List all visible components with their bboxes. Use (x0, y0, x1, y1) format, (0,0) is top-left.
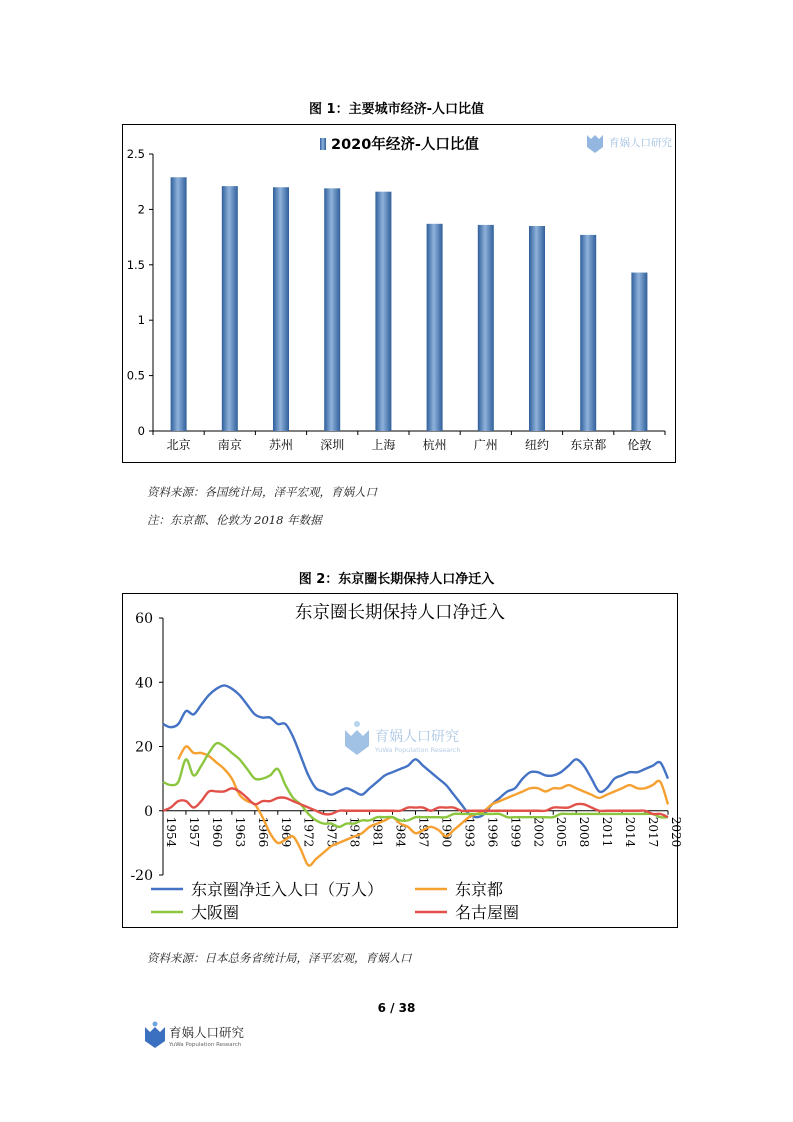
page-number: 6 / 38 (377, 1001, 416, 1015)
line-y-tick-label: 0 (144, 803, 153, 820)
bar-x-tick-label: 杭州 (422, 438, 447, 452)
line-x-tick-label: 1990 (439, 816, 454, 848)
line-x-tick-label: 1969 (278, 816, 293, 848)
watermark-logo-icon (345, 721, 369, 755)
yuwa-logo-icon (145, 1022, 165, 1049)
watermark-subtitle: YuWa Population Research (375, 746, 461, 754)
figure1-note: 注：东京都、伦敦为 2018 年数据 (147, 513, 322, 527)
footer-logo (143, 1021, 263, 1049)
line-x-tick-label: 2011 (600, 816, 615, 848)
bar-x-tick-label: 南京 (217, 438, 242, 452)
bar-chart-frame (122, 124, 676, 463)
bar-3 (273, 187, 289, 431)
legend-label-1: 东京圈净迁入人口（万人） (191, 880, 384, 899)
bar-watermark (587, 135, 672, 153)
line-x-tick-label: 1981 (370, 816, 385, 848)
bar-x-tick-label: 东京都 (570, 438, 607, 452)
line-x-tick-label: 1957 (186, 816, 201, 848)
line-x-tick-label: 2002 (531, 816, 546, 848)
line-x-tick-label: 1984 (393, 816, 408, 848)
bar-x-tick-label: 上海 (371, 438, 396, 452)
bar-6 (427, 224, 443, 431)
line-x-tick-label: 1966 (255, 816, 270, 848)
bar-x-tick-label: 苏州 (268, 438, 294, 452)
line-x-tick-label: 1975 (324, 816, 339, 848)
line-x-tick-label: 2008 (577, 816, 592, 848)
legend-label-3: 大阪圈 (191, 903, 240, 922)
footer-logo-subtitle: YuWa Population Research (169, 1042, 242, 1048)
line-x-tick-label: 1960 (209, 816, 224, 848)
line-x-tick-label: 1963 (232, 816, 247, 848)
bar-x-tick-label: 广州 (473, 438, 498, 452)
bar-7 (478, 225, 494, 431)
figure1-caption: 图 1：主要城市经济-人口比值 (309, 102, 484, 117)
bar-y-tick-label: 0 (137, 424, 145, 438)
line-x-tick-label: 1999 (508, 816, 523, 848)
figure1-source: 资料来源：各国统计局，泽平宏观，育娲人口 (147, 485, 377, 499)
bar-chart (123, 125, 675, 462)
line-chart-title: 东京圈长期保持人口净迁入 (295, 603, 505, 623)
line-x-tick-label: 1972 (301, 816, 316, 848)
bar-8 (529, 226, 545, 431)
bar-y-tick-label: 2.5 (126, 147, 145, 161)
figure2-caption: 图 2：东京圈长期保持人口净迁入 (298, 572, 495, 587)
watermark-logo-icon (587, 135, 603, 153)
bar-10 (631, 273, 647, 431)
footer-logo-name: 育娲人口研究 (169, 1025, 245, 1040)
line-watermark (345, 721, 460, 755)
line-y-tick-label: -20 (130, 868, 153, 884)
line-x-tick-label: 2014 (623, 816, 638, 848)
bar-y-tick-label: 1 (137, 313, 145, 328)
line-x-tick-label: 1954 (164, 816, 178, 848)
bar-9 (580, 235, 596, 431)
bar-x-tick-label: 纽约 (524, 438, 550, 452)
bar-y-tick-label: 0.5 (126, 368, 145, 383)
line-y-tick-label: 20 (135, 739, 153, 756)
bar-4 (324, 188, 340, 431)
bar-x-tick-label: 北京 (166, 438, 191, 452)
watermark-name: 育娲人口研究 (609, 137, 672, 149)
bar-y-tick-label: 2 (137, 202, 145, 217)
footer-logo-graphic (143, 1021, 263, 1049)
bar-y-tick-label: 1.5 (126, 257, 145, 272)
watermark-name: 育娲人口研究 (375, 729, 459, 745)
line-x-tick-label: 2005 (554, 816, 569, 848)
bar-x-tick-label: 深圳 (320, 438, 345, 452)
bar-legend-label: 2020年经济-人口比值 (331, 137, 479, 153)
bar-1 (171, 177, 187, 431)
line-x-tick-label: 1987 (416, 816, 431, 848)
bar-legend-swatch (320, 138, 326, 150)
bar-5 (375, 192, 391, 431)
line-chart-frame (122, 593, 683, 928)
bar-x-tick-label: 伦敦 (627, 438, 652, 452)
line-x-tick-label: 1996 (485, 816, 500, 848)
line-y-tick-label: 60 (135, 611, 153, 627)
line-x-tick-label: 2020 (669, 816, 683, 848)
legend-label-2: 东京都 (455, 880, 504, 899)
line-x-tick-label: 2017 (646, 816, 661, 848)
line-x-tick-label: 1993 (462, 816, 477, 848)
figure2-source: 资料来源：日本总务省统计局，泽平宏观，育娲人口 (147, 951, 412, 965)
line-x-tick-label: 1978 (347, 816, 362, 848)
line-chart (123, 594, 683, 927)
legend-label-4: 名古屋圈 (455, 903, 520, 922)
bar-2 (222, 186, 238, 431)
line-y-tick-label: 40 (135, 675, 153, 692)
